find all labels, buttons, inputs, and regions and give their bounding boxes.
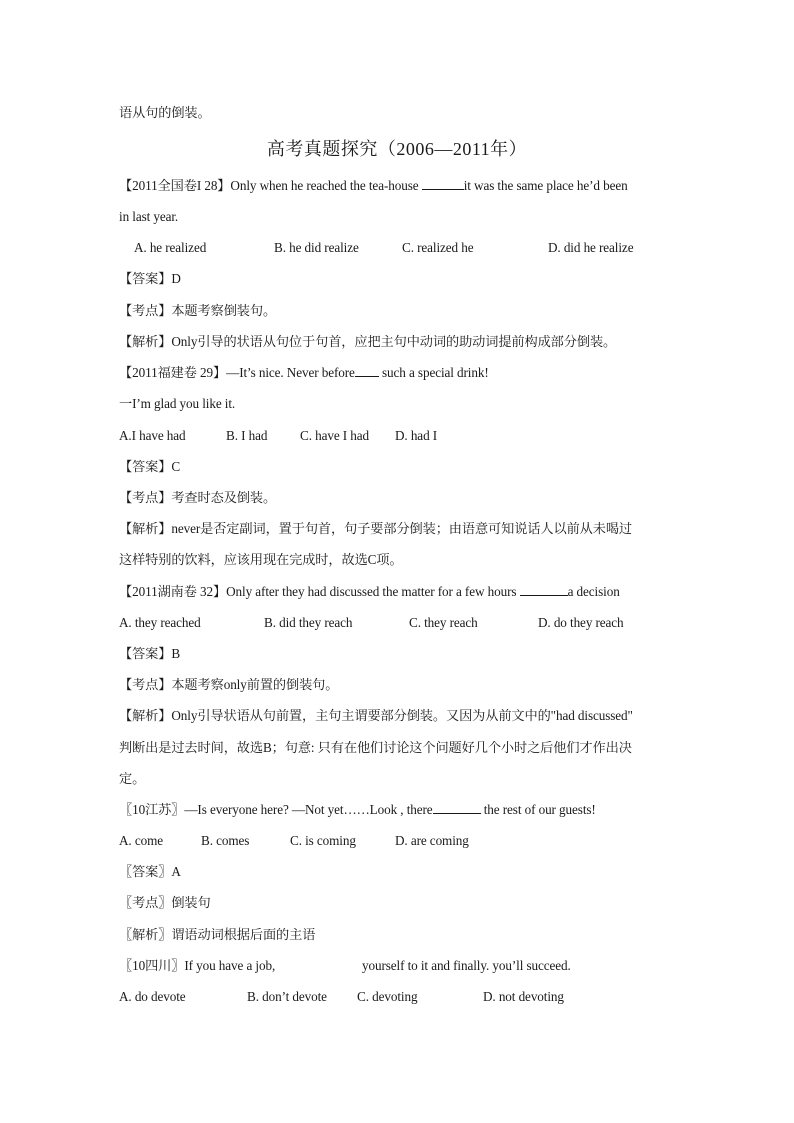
question-1-analysis: 【解析】Only引导的状语从句位于句首，应把主句中动词的助动词提前构成部分倒装。 <box>119 334 617 349</box>
question-2-prefix: 【2011福建卷 29】—It’s nice. Never before <box>119 365 355 380</box>
question-3-analysis-3: 定。 <box>119 771 146 786</box>
question-2-stem <box>119 364 489 382</box>
question-5-prefix: 〖10四川〗If you have a job, <box>119 958 276 973</box>
option-d: D. are coming <box>395 833 469 848</box>
question-3-point: 【考点】本题考察only前置的倒装句。 <box>119 677 339 692</box>
option-d: D. did he realize <box>548 240 634 255</box>
question-3-options <box>119 614 679 632</box>
option-b: B. he did realize <box>274 240 359 255</box>
question-2-point: 【考点】考查时态及倒装。 <box>119 490 277 505</box>
option-d: D. do they reach <box>538 615 624 630</box>
blank <box>433 801 481 814</box>
question-1-stem-cont: in last year. <box>119 209 179 224</box>
question-3-suffix: a decision <box>567 584 620 599</box>
question-2-suffix: such a special drink! <box>378 365 489 380</box>
question-4-stem <box>119 801 596 819</box>
option-c: C. is coming <box>290 833 356 848</box>
question-4-answer: 〖答案〗A <box>119 864 181 879</box>
option-b: B. don’t devote <box>247 989 327 1004</box>
option-a: A.I have had <box>119 428 186 443</box>
option-c: C. they reach <box>409 615 478 630</box>
question-3-prefix: 【2011湖南卷 32】Only after they had discussed the matter for a few hours <box>119 584 520 599</box>
question-2-analysis-2: 这样特别的饮料，应该用现在完成时，故选C项。 <box>119 552 403 567</box>
option-a: A. they reached <box>119 615 201 630</box>
question-2-analysis-1: 【解析】never是否定副词，置于句首，句子要部分倒装；由语意可知说话人以前从未喝过 <box>119 521 633 536</box>
question-5-options <box>119 988 679 1006</box>
question-3-analysis-1: 【解析】Only引导状语从句前置，主句主谓要部分倒装。又因为从前文中的"had discussed" <box>119 708 633 723</box>
intro-line: 语从句的倒装。 <box>119 105 211 120</box>
question-1-stem <box>119 177 628 195</box>
option-c: C. realized he <box>402 240 474 255</box>
blank <box>355 364 379 377</box>
blank <box>422 177 464 190</box>
option-b: B. comes <box>201 833 250 848</box>
blank <box>520 583 568 596</box>
option-a: A. do devote <box>119 989 186 1004</box>
question-1-point: 【考点】本题考察倒装句。 <box>119 303 277 318</box>
question-5-suffix: yourself to it and finally. you’ll succeed. <box>362 958 571 973</box>
question-3-analysis-2: 判断出是过去时间，故选B；句意: 只有在他们讨论这个问题好几个小时之后他们才作出决 <box>119 740 632 755</box>
section-title: 高考真题探究（2006—2011年） <box>266 139 528 159</box>
option-a: A. come <box>119 833 163 848</box>
option-b: B. I had <box>226 428 268 443</box>
question-4-options <box>119 832 679 850</box>
question-3-answer: 【答案】B <box>119 646 181 661</box>
question-5-stem <box>119 957 679 975</box>
question-4-prefix: 〖10江苏〗—Is everyone here? —Not yet……Look , there <box>119 802 433 817</box>
question-4-point: 〖考点〗倒装句 <box>119 895 211 910</box>
option-c: C. have I had <box>300 428 370 443</box>
question-4-suffix: the rest of our guests! <box>480 802 596 817</box>
question-1-options <box>119 239 679 257</box>
option-d: D. had I <box>395 428 438 443</box>
question-1-answer: 【答案】D <box>119 271 181 286</box>
question-4-analysis: 〖解析〗谓语动词根据后面的主语 <box>119 927 316 942</box>
option-d: D. not devoting <box>483 989 564 1004</box>
option-b: B. did they reach <box>264 615 353 630</box>
question-3-stem <box>119 583 620 601</box>
question-1-prefix: 【2011全国卷I 28】Only when he reached the tea-house <box>119 178 422 193</box>
option-a: A. he realized <box>134 240 207 255</box>
question-1-suffix: it was the same place he’d been <box>463 178 628 193</box>
question-2-reply: 一I’m glad you like it. <box>119 396 236 411</box>
question-2-answer: 【答案】C <box>119 459 181 474</box>
option-c: C. devoting <box>357 989 418 1004</box>
question-2-options <box>119 427 679 445</box>
